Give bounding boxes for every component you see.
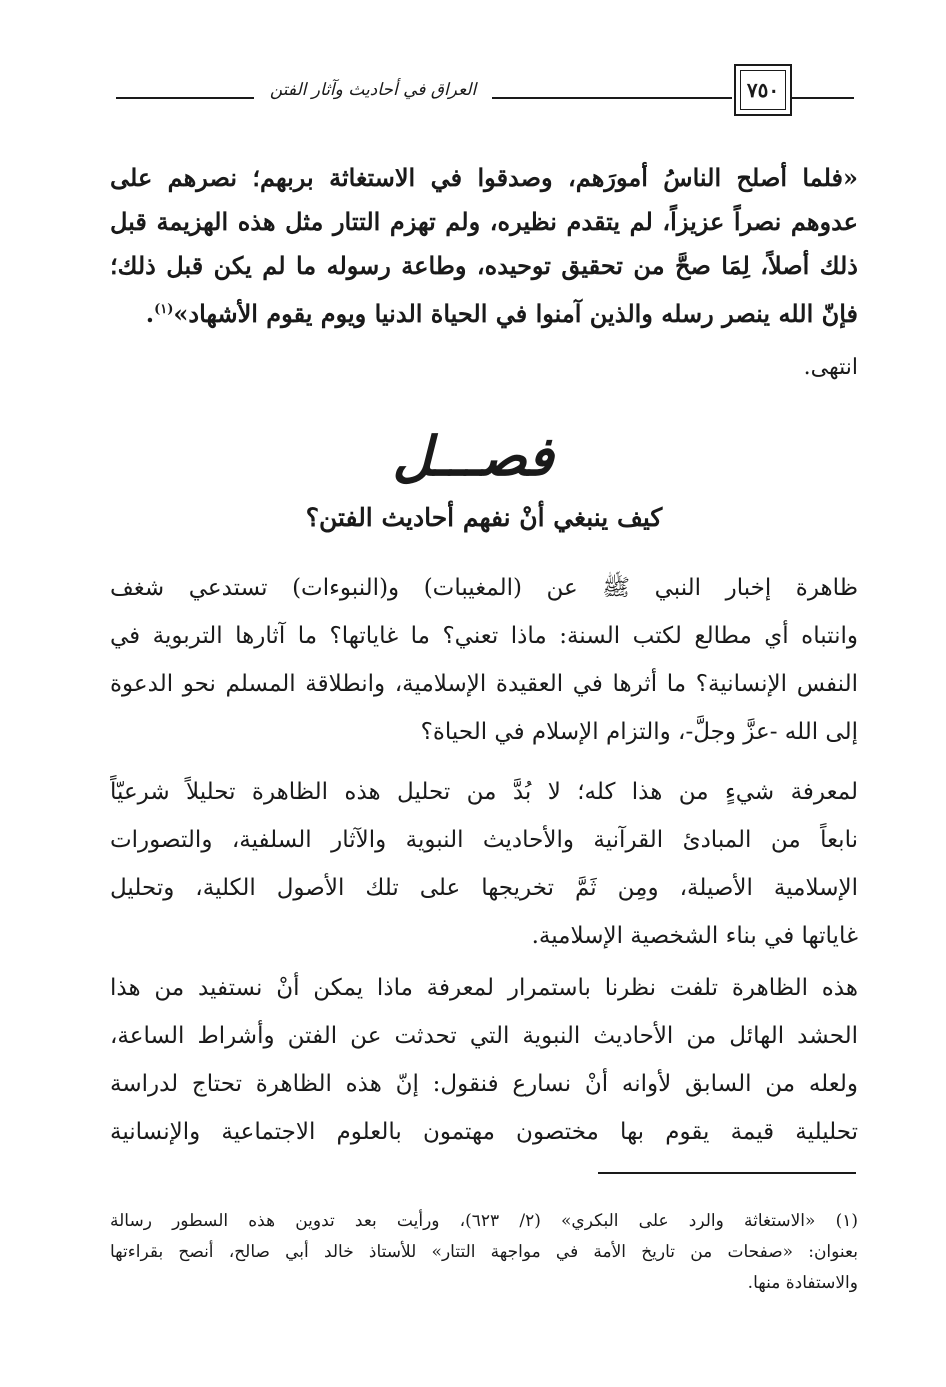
paragraph-line: الحشد الهائل من الأحاديث النبوية التي تحدثت عن الفتن وأشراط الساعة، bbox=[110, 1023, 858, 1049]
paragraph-line: النفس الإنسانية؟ ما أثرها في العقيدة الإسلامية، وانطلاقة المسلم نحو الدعوة bbox=[110, 671, 858, 697]
section-word: فصـــل bbox=[392, 424, 554, 488]
paragraph-line: وانتباه أي مطالع لكتب السنة: ماذا تعني؟ ما غاياتها؟ ما آثارها التربوية في bbox=[110, 623, 858, 649]
paragraph-3 bbox=[110, 964, 858, 1156]
paragraph-line: هذه الظاهرة تلفت نظرنا باستمرار لمعرفة ماذا يمكن أنْ نستفيد من هذا bbox=[110, 975, 858, 1001]
paragraph-1 bbox=[110, 564, 858, 756]
quote-line: ذلك أصلاً، لِمَا صحَّ من تحقيق توحيده، وطاعة رسوله ما لم يكن قبل ذلك؛ bbox=[110, 251, 858, 280]
page-header bbox=[112, 64, 854, 124]
book-title: العراق في أحاديث وآثار الفتن bbox=[269, 80, 477, 100]
footnote-separator bbox=[598, 1172, 856, 1174]
paragraph-line: نابعاً من المبادئ القرآنية والأحاديث النبوية والآثار السلفية، والتصورات bbox=[110, 827, 858, 853]
footnote-line: والاستفادة منها. bbox=[747, 1273, 858, 1293]
footnote-line: بعنوان: «صفحات من تاريخ الأمة في مواجهة التتار» للأستاذ خالد أبي صالح، أنصح بقراءتها bbox=[110, 1242, 858, 1262]
quote-line: فإنّ الله ينصر رسله والذين آمنوا في الحياة الدنيا ويوم يقوم الأشهاد» bbox=[173, 299, 858, 328]
paragraph-line: لمعرفة شيءٍ من هذا كله؛ لا بُدَّ من تحليل هذه الظاهرة تحليلاً شرعيّاً bbox=[110, 779, 858, 805]
intaha-text: انتهى. bbox=[803, 355, 858, 380]
quote-line: «فلما أصلح الناسُ أمورَهم، وصدقوا في الاستغاثة بربهم؛ نصرهم على bbox=[110, 163, 858, 192]
paragraph-line: ولعله من السابق لأوانه أنْ نسارع فنقول: إنّ هذه الظاهرة تحتاج لدراسة bbox=[110, 1071, 858, 1097]
paragraph-line: تحليلية قيمة يقوم بها مختصون مهتمون بالعلوم الاجتماعية والإنسانية bbox=[110, 1119, 858, 1145]
quote-line: عدوهم نصراً عزيزاً، لم يتقدم نظيره، ولم تهزم التتار مثل هذه الهزيمة قبل bbox=[110, 207, 858, 236]
footnotes bbox=[110, 1206, 858, 1299]
paragraph-line: ظاهرة إخبار النبي ﷺ عن (المغيبات) و(النبوءات) تستدعي شغف bbox=[110, 575, 858, 601]
paragraph-line: إلى الله -عزَّ وجلَّ-، والتزام الإسلام في الحياة؟ bbox=[420, 719, 858, 745]
paragraph-line: غاياتها في بناء الشخصية الإسلامية. bbox=[531, 923, 858, 949]
paragraph-line: الإسلامية الأصيلة، ومِن ثَمَّ تخريجها على تلك الأصول الكلية، وتحليل bbox=[110, 875, 858, 901]
section-heading: كيف ينبغي أنْ نفهم أحاديث الفتن؟ bbox=[305, 503, 663, 532]
page-number: ٧٥٠ bbox=[740, 70, 786, 110]
footnote-reference: (١) bbox=[154, 302, 174, 317]
header-rule-left bbox=[116, 97, 254, 99]
header-rule-right bbox=[792, 97, 854, 99]
paragraph-2 bbox=[110, 768, 858, 960]
page-number-box bbox=[734, 64, 792, 116]
quote-end-mark: . bbox=[145, 299, 155, 328]
header-rule-middle bbox=[492, 97, 732, 99]
footnote-line: (١) «الاستغاثة والرد على البكري» (٢/ ٦٢٣)، ورأيت بعد تدوين هذه السطور رسالة bbox=[110, 1211, 858, 1231]
quote-line-final bbox=[110, 288, 858, 336]
quote-block bbox=[110, 156, 858, 336]
